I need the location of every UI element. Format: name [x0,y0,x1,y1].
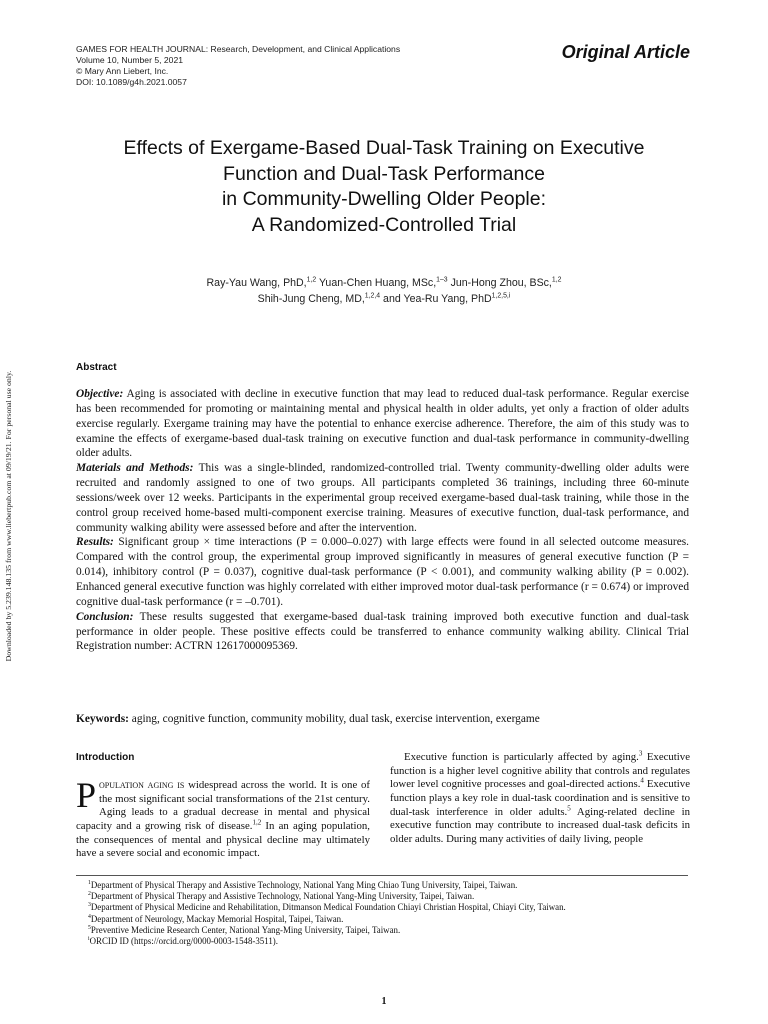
citation[interactable]: 5 [567,804,571,813]
section-text: This was a single-blinded, randomized-controlled trial. Twenty community-dwelling older adults were recruited and randomly assigned to one of two groups. All participants completed 36 trainings, including three 60-minute sessions/week over 12 weeks. Participants in the experimental group received exergame-based dual-task training, while those in the control group received home-based multi-component exercise training. Measures of executive function, dual-task performance, and community walking ability were assessed before and after the intervention. [76,462,689,534]
footnote-text: Department of Physical Medicine and Rehabilitation, Ditmanson Medical Foundation Chiayi Christian Hospital, Chiayi City, Taiwan. [90,902,566,913]
author-line [76,276,692,292]
footnote-text: Department of Physical Therapy and Assistive Technology, National Yang-Ming University, Taipei, Taiwan. [90,891,475,902]
intro-left-column [76,775,371,861]
footnote-text: Preventive Medicine Research Center, National Yang-Ming University, Taipei, Taiwan. [90,924,401,935]
author-affiliation: 1,2 [551,276,562,284]
footnote [88,902,688,913]
title-line: Effects of Exergame-Based Dual-Task Training on Executive [123,137,645,159]
intro-paragraph [390,751,690,847]
footnote-mark: 1 [88,880,91,887]
author-name[interactable]: Ray-Yau Wang, PhD, [206,277,307,289]
footnote-text[interactable]: ORCID ID (https://orcid.org/0000-0003-1548-3511). [89,936,278,947]
title-line: Function and Dual-Task Performance [223,162,545,185]
author-line [76,292,692,308]
author-affiliation: 1–3 [436,276,448,284]
journal-copyright: © Mary Ann Liebert, Inc. [76,66,169,76]
abstract-conclusion [76,610,689,655]
author-affiliation: 1,2,4 [364,291,381,299]
footnote-mark: 2 [88,891,91,898]
footnote-mark: 5 [88,924,91,931]
section-text: These results suggested that exergame-based dual-task training improved both executive function and dual-task performance in older people. These positive effects could be transferred to enhance community walking ability. Clinical Trial Registration number: ACTRN 12617000095369. [76,610,689,653]
citation[interactable]: 3 [638,749,643,758]
intro-text: Executive function is particularly affected by aging. [404,751,639,763]
download-notice-text: Downloaded by 5.239.148.135 from www.liebertpub.com at 09/19/21. For personal use only. [4,370,13,662]
abstract-body [76,387,689,654]
abstract-objective [76,387,689,461]
author-affiliation: 1,2,5,i [491,291,511,299]
footnote-divider [76,875,688,876]
abstract-heading: Abstract [76,362,117,373]
intro-right-column [390,751,690,847]
title-line: A Randomized-Controlled Trial [251,213,517,236]
section-label: Results: [76,536,114,549]
footnote-mark: 3 [88,902,91,909]
article-title [60,136,708,238]
citation[interactable]: 4 [640,776,644,785]
author-name[interactable]: Jun-Hong Zhou, BSc, [450,277,552,289]
abstract-methods [76,461,689,535]
intro-text: widespread across the world. It is one of the most significant social transformations of the 21st century. Aging leads to a gradual decrease in mental and physical capacity and a growing risk of disease. [76,779,371,832]
footnote [88,936,688,947]
footnote-text: Department of Physical Therapy and Assistive Technology, National Yang Ming Chiao Tung University, Taipei, Taiwan. [90,880,518,890]
journal-doi[interactable]: DOI: 10.1089/g4h.2021.0057 [76,77,187,87]
footnote [88,914,688,925]
journal-header [76,44,496,88]
footnote [88,925,688,936]
footnote-text: Department of Neurology, Mackay Memorial Hospital, Taipei, Taiwan. [90,913,344,924]
keywords [76,712,696,727]
section-label: Conclusion: [76,610,134,623]
intro-text: Executive function plays a key role in dual-task coordination and is sensitive to dual-task interference in older adults. [390,778,690,818]
section-text: Aging is associated with decline in executive function that may lead to reduced dual-task performance. Regular exercise has been recommended for promoting or maintaining mental and physical health in older adults, yet only a fraction of older adults exercise regularly. Exergame training may have the potential to enhance exercise adherence. Therefore, the aim of this study was to examine the effects of exergame-based dual-task training on executive function and dual-task performance in community-dwelling older adults. [76,388,689,460]
intro-text: In an aging population, the consequences of mental and physical decline may ultimately have a severe social and economic impact. [76,819,370,860]
keywords-label: Keywords: [76,713,129,725]
keywords-text: aging, cognitive function, community mobility, dual task, exercise intervention, exergame [131,713,540,725]
affiliation-footnotes [88,880,688,947]
footnote-mark: i [88,936,90,943]
abstract-results [76,535,689,609]
title-line: in Community-Dwelling Older People: [221,188,547,210]
author-name[interactable]: and Yea-Ru Yang, PhD [383,292,492,305]
footnote [88,891,688,902]
download-notice [2,348,16,684]
article-type: Original Article [561,42,690,62]
intro-lead-in: opulation aging is [99,779,185,791]
footnote [88,880,688,891]
intro-paragraph [76,775,371,861]
journal-volume: Volume 10, Number 5, 2021 [76,55,184,65]
section-text: Significant group × time interactions (P = 0.000–0.027) with large effects were found in all selected outcome measures. Compared with the control group, the experimental group improved significantly in measures of general executive function (P = 0.014), inhibitory control (P = 0.037), cognitive dual-task performance (P < 0.001), and community walking ability (P = 0.002). Enhanced general executive function was highly correlated with either improved motor dual-task performance (r = 0.674) or improved cognitive dual-task performance (r = –0.701). [76,536,689,608]
intro-text: Executive function is a higher level cognitive ability that controls and regulates lower level cognitive processes and goal-directed actions. [390,751,690,791]
drop-cap: P [76,775,97,815]
author-affiliation: 1,2 [306,276,317,284]
author-list [76,276,692,307]
journal-name: GAMES FOR HEALTH JOURNAL: Research, Development, and Clinical Applications [76,44,401,54]
section-label: Materials and Methods: [76,462,194,475]
author-name[interactable]: Shih-Jung Cheng, MD, [257,292,365,305]
footnote-mark: 4 [88,913,91,920]
author-name[interactable]: Yuan-Chen Huang, MSc, [318,277,437,289]
intro-text: Aging-related decline in executive function may contribute to increased dual-task deficits in older adults. During many activities of daily living, people [390,805,690,845]
introduction-heading: Introduction [76,752,135,763]
page-number: 1 [381,996,387,1007]
citation[interactable]: 1,2 [252,818,262,827]
section-label: Objective: [76,388,124,400]
